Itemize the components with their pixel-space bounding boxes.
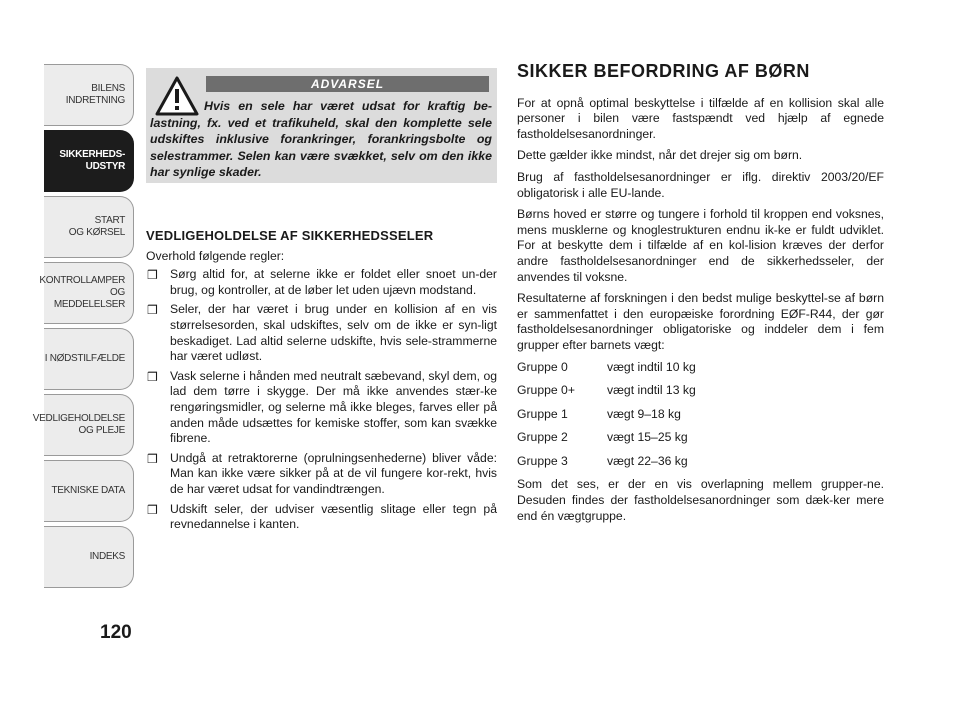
- section-tabs: [32, 64, 134, 592]
- checkbox-bullet-icon: ❒: [147, 502, 158, 517]
- group-weight: vægt indtil 13 kg: [607, 383, 696, 398]
- child-safety-section: [517, 61, 884, 530]
- paragraph: Resultaterne af forskningen i den bedst mulige beskyttel-se af børn er sammenfattet i den europæiske forordning EØF-R44, der gør fastholdelsesanordninger obligatoriske og inddeler dem i fem grupper efter barnets vægt:: [517, 291, 884, 352]
- tab-label: VEDLIGEHOLDELSE OG PLEJE: [32, 413, 125, 436]
- checkbox-bullet-icon: ❒: [147, 268, 158, 283]
- checkbox-bullet-icon: ❒: [147, 303, 158, 318]
- tab-bilens-indretning[interactable]: [44, 64, 134, 126]
- warning-box: [146, 68, 497, 183]
- group-name: Gruppe 2: [517, 430, 568, 445]
- tab-sikkerhedsudstyr[interactable]: [44, 130, 134, 192]
- page-number: 120: [100, 622, 132, 643]
- tab-label: INDEKS: [89, 551, 125, 562]
- group-weight: vægt indtil 10 kg: [607, 359, 696, 374]
- tab-start-og-korsel[interactable]: [44, 196, 134, 258]
- group-name: Gruppe 3: [517, 453, 568, 468]
- tab-label: START OG KØRSEL: [68, 215, 125, 238]
- tab-label: TEKNISKE DATA: [51, 485, 125, 496]
- group-row: [517, 383, 884, 399]
- group-row: [517, 360, 884, 376]
- group-weight: vægt 9–18 kg: [607, 406, 681, 421]
- tab-label: SIKKERHEDS- UDSTYR: [59, 149, 125, 172]
- list-item: [146, 502, 497, 533]
- tab-label: I NØDSTILFÆLDE: [44, 353, 125, 364]
- paragraph: Dette gælder ikke mindst, når det drejer sig om børn.: [517, 148, 803, 163]
- group-weight: vægt 22–36 kg: [607, 453, 688, 468]
- paragraph: Børns hoved er større og tungere i forhold til kroppen end voksnes, mens musklerne og knoglestrukturen endnu ik-ke er fuldt udviklet. For at beskytte dem i tilfælde af en kol-lision kræves der derfor andre fastholdelsesanordninger end de sikkerhedsseler, der anvendes til voksne.: [517, 207, 884, 284]
- tab-kontrollamper[interactable]: [39, 262, 134, 324]
- tab-tekniske-data[interactable]: [44, 460, 134, 522]
- tab-indeks[interactable]: [44, 526, 134, 588]
- list-item: [146, 267, 497, 298]
- tab-label: KONTROLLAMPER OG MEDDELELSER: [39, 275, 125, 310]
- list-item: [146, 369, 497, 447]
- warning-heading: ADVARSEL: [206, 76, 489, 92]
- warning-text: [150, 98, 492, 181]
- checkbox-bullet-icon: ❒: [147, 369, 158, 384]
- tab-i-nodstilfaelde[interactable]: [44, 328, 134, 390]
- intro-text: Overhold følgende regler:: [146, 248, 285, 263]
- group-row: [517, 430, 884, 446]
- maintenance-section: [146, 228, 497, 537]
- tab-label: BILENS INDRETNING: [65, 83, 125, 106]
- paragraph: Brug af fastholdelsesanordninger er iflg. direktiv 2003/20/EF obligatorisk i alle EU-lande.: [517, 169, 884, 200]
- group-name: Gruppe 0: [517, 359, 568, 374]
- page-title: SIKKER BEFORDRING AF BØRN: [517, 61, 810, 81]
- list-item-text: Vask selerne i hånden med neutralt sæbevand, skyl dem, og lad dem tørre i skygge. Der må ikke anvendes stær-ke rengøringsmidler, og selerne må ikke bleges, farves eller på anden måde udsættes for kemiske stoffer, som kan svække fibrene.: [170, 368, 497, 446]
- checkbox-bullet-icon: ❒: [147, 451, 158, 466]
- list-item-text: Sørg altid for, at selerne ikke er foldet eller snoet un-der brug, og kontroller, at de løber let uden ujævn modstand.: [170, 267, 497, 297]
- list-item-text: Undgå at retraktorerne (oprulningsenhederne) bliver våde: Man kan ikke være sikker på at de vil fungere kor-rekt, hvis de har været udsat for vandindtrængen.: [170, 450, 497, 496]
- group-name: Gruppe 0+: [517, 383, 575, 398]
- group-weight: vægt 15–25 kg: [607, 430, 688, 445]
- list-item: [146, 302, 497, 364]
- rules-list: [146, 267, 497, 533]
- group-row: [517, 454, 884, 470]
- section-heading: VEDLIGEHOLDELSE AF SIKKERHEDSSELER: [146, 228, 434, 243]
- group-row: [517, 407, 884, 423]
- list-item-text: Udskift seler, der udviser væsentlig slitage eller tegn på revnedannelse i kanten.: [170, 501, 497, 532]
- group-name: Gruppe 1: [517, 406, 568, 421]
- list-item-text: Seler, der har været i brug under en kollision af en vis størrelsesorden, skal udskiftes, selv om de ikke er syn-ligt beskadiget. Lad altid selerne udskifte, hvis sele-strammerne har været udløst.: [170, 302, 497, 364]
- list-item: [146, 451, 497, 498]
- paragraph: For at opnå optimal beskyttelse i tilfælde af en kollision skal alle personer i bilen være fastspændt ved hjælp af egnede fastholdelsesanordninger.: [517, 95, 884, 141]
- paragraph: Som det ses, er der en vis overlapning mellem grupper-ne. Desuden findes der fastholdelsesanordninger som dæk-ker mere end én vægtgruppe.: [517, 477, 884, 523]
- warning-body: Hvis en sele har været udsat for kraftig be-lastning, fx. ved et trafikuheld, skal den komplette sele udskiftes inklusive forankringer, forankringsbolte og selestrammer. Selen kan være svækket, selv om den ikke har synlige skader.: [150, 99, 492, 179]
- tab-vedligeholdelse[interactable]: [32, 394, 134, 456]
